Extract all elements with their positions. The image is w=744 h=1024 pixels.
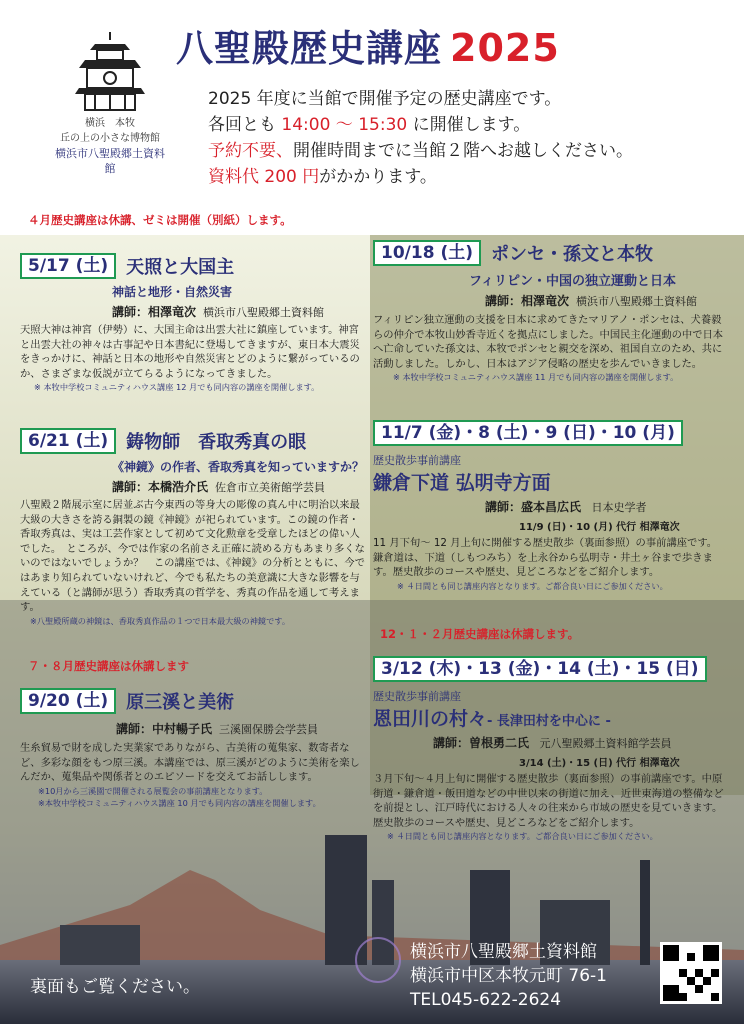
intro-line-2b: に開催します。 bbox=[412, 115, 531, 135]
notice-dec: 12・１・２月歴史講座は休講します。 bbox=[380, 627, 580, 641]
lecturer bbox=[112, 303, 365, 320]
lecture-date: 5/17 (土) bbox=[20, 253, 116, 279]
lecture-body: 天照大神は神宮（伊勢）に、大国主命は出雲大社に鎮座しています。神宮と出雲大社の神々は古事記や日本書紀に登場してきますが、東日本大震災をきっかけに、神話と日本の地形や自然災害とどのように繋がっているのか、さまざまな仮説が立てらるようになってきました。 bbox=[20, 324, 360, 380]
lecturer bbox=[116, 720, 365, 737]
lecture-title: 鎌倉下道 弘明寺方面 bbox=[373, 472, 551, 494]
lecture-note-2: ※本牧中学校コミュニティハウス講座 10 月でも同内容の講座を開催します。 bbox=[38, 797, 321, 808]
lecture-date: 6/21 (土) bbox=[20, 428, 116, 454]
footer-tel[interactable]: TEL045-622-2624 bbox=[410, 990, 562, 1010]
lecturer-name: 講師：相澤竜次 bbox=[485, 294, 570, 308]
lecture-title: 原三溪と美術 bbox=[126, 692, 235, 713]
lecture-note: ※ ４日間とも同じ講座内容となります。ご都合良い日にご参加ください。 bbox=[397, 580, 668, 591]
lecturer bbox=[485, 292, 725, 309]
page-title bbox=[176, 18, 560, 72]
lecturer bbox=[485, 498, 725, 515]
title-text: 八聖殿歴史講座 bbox=[176, 27, 442, 70]
sub-lecturer: 11/9 (日)・10 (月) 代行 相澤竜次 bbox=[519, 522, 680, 533]
title-year: 2025 bbox=[450, 26, 560, 70]
lecturer-affil: 三溪園保勝会学芸員 bbox=[219, 723, 319, 736]
museum-name: 横浜市八聖殿郷土資料館 bbox=[55, 147, 165, 175]
lecture-body: フィリピン独立運動の支援を日本に求めてきたマリアノ・ポンセは、犬養毅らの仲介で本牧山妙香寺近くを拠点にしました。中国民主化運動の中で日本へ亡命していた孫文は、本牧でポンセと親交を深め、祖国自立のため、共に活動しました。しかし、日本はアジア侵略の歴史を歩んでいきました。 bbox=[373, 314, 724, 370]
lecture-card-1107 bbox=[373, 420, 725, 592]
lecture-body: 生糸貿易で財を成した実業家でありながら、古美術の蒐集家、数寄者など、多彩な顔をもつ原三溪。本講座では、原三溪がどのように美術を楽しんだか、蒐集品や関係者とのエピソードを交えてお話しします。 bbox=[20, 742, 360, 784]
lecture-body: 八聖殿２階展示室に居並ぶ古今東西の等身大の彫像の真ん中に明治以来最大級の大きさを誇る銅製の鏡《神鏡》が祀られています。この鏡の作者・香取秀真は、実は工芸作家として初めて文化勲章を受章したほどの偉い人でした。 ところが、今では作家の名前さえ正確に読める方もあまり多くないのではないでしょうか？ この講座では、《神鏡》の分析とともに、今ではあまり知られていないけれど、今でも私たちの美意識に大きな影響を与えている（と講師が思う）香取秀真の哲学を、秀真の作品を通して考えます。 bbox=[20, 499, 365, 614]
qr-code[interactable] bbox=[660, 942, 722, 1004]
lecture-card-1018 bbox=[373, 240, 725, 383]
lecture-date: 10/18 (土) bbox=[373, 240, 481, 266]
lecture-note: ※ 本牧中学校コミュニティハウス講座 12 月でも同内容の講座を開催します。 bbox=[34, 382, 320, 393]
lecture-subtitle: 《神鏡》の作者、香取秀真を知っていますか？ bbox=[112, 460, 365, 474]
lecture-date: 9/20 (土) bbox=[20, 688, 116, 714]
lecture-card-0920 bbox=[20, 688, 365, 809]
lecturer-name: 講師：本橋浩介氏 bbox=[112, 480, 209, 494]
footer-museum: 横浜市八聖殿郷土資料館 bbox=[410, 942, 597, 962]
intro-line-3 bbox=[208, 138, 633, 164]
notice-july: ７・８月歴史講座は休講します bbox=[28, 659, 189, 673]
lecturer-name: 講師：中村暢子氏 bbox=[116, 722, 213, 736]
notice-april: ４月歴史講座は休講、ゼミは開催（別紙）します。 bbox=[28, 213, 292, 227]
lecture-note: ※八聖殿所蔵の神鏡は、香取秀真作品の１つで日本最大級の神鏡です。 bbox=[30, 615, 291, 626]
lecturer-affil: 横浜市八聖殿郷土資料館 bbox=[576, 295, 698, 308]
lecture-subtitle: フィリピン・中国の独立運動と日本 bbox=[469, 274, 676, 289]
intro-line-1: 2025 年度に当館で開催予定の歴史講座です。 bbox=[208, 89, 562, 109]
qr-pattern-icon bbox=[663, 945, 719, 1001]
intro-time: 14:00 ～ 15:30 bbox=[281, 115, 408, 135]
lecturer bbox=[112, 478, 365, 495]
lecturer-name: 講師：曽根勇二氏 bbox=[433, 736, 530, 750]
lecture-note: ※ 本牧中学校コミュニティハウス講座 11 月でも同内容の講座を開催します。 bbox=[393, 372, 679, 383]
lecture-date: 11/7 (金)・8 (土)・9 (日)・10 (月) bbox=[373, 420, 683, 446]
lecturer-affil: 佐倉市立美術館学芸員 bbox=[215, 481, 326, 494]
footer-address: 横浜市中区本牧元町 76-1 bbox=[410, 966, 607, 986]
intro-line-2a: 各回とも bbox=[208, 115, 276, 135]
lecture-card-0621 bbox=[20, 428, 365, 627]
lecturer-affil: 元八聖殿郷土資料館学芸員 bbox=[539, 737, 672, 750]
lecture-title: ポンセ・孫文と本牧 bbox=[490, 244, 653, 265]
lecture-body: ３月下旬～４月上旬に開催する歴史散歩（裏面参照）の事前講座です。中原街道・鎌倉道・飯田道などの中世以来の街道に加え、近世東海道の整備などを前提とし、江戸時代における人々の往来から市域の歴史を見ていきます。歴史散歩のコースや歴史、見どころなどをご紹介します。 bbox=[373, 773, 724, 829]
lecture-title: 恩田川の村々 bbox=[373, 708, 488, 730]
lecture-body: 11 月下旬～ 12 月上旬に開催する歴史散歩（裏面参照）の事前講座です。鎌倉道は、下道（しもつみち）を上永谷から弘明寺・井土ヶ谷まで歩きます。歴史散歩のコースや歴史、見どころなどをご紹介します。 bbox=[373, 537, 718, 579]
tagline-city: 横浜 本牧 bbox=[85, 118, 135, 129]
lecture-subtitle: 神話と地形・自然災害 bbox=[112, 285, 233, 299]
back-page-note: 裏面もご覧ください。 bbox=[30, 977, 200, 997]
intro-line-3b: 開催時間までに当館２階へお越しください。 bbox=[293, 141, 633, 161]
pagoda-icon bbox=[75, 30, 145, 112]
lecture-tag: 歴史散歩事前講座 bbox=[373, 690, 461, 703]
lecturer-affil: 横浜市八聖殿郷土資料館 bbox=[203, 306, 325, 319]
intro-line-2 bbox=[208, 112, 633, 138]
intro-line-4b: がかかります。 bbox=[319, 167, 437, 187]
lecture-note: ※ ４日間とも同じ講座内容となります。ご都合良い日にご参加ください。 bbox=[387, 831, 658, 842]
lecture-note: ※10月から三溪園で開催される展覧会の事前講座となります。 bbox=[38, 785, 268, 796]
lecturer bbox=[433, 734, 725, 751]
lecture-title-sub: - 長津田村を中心に - bbox=[487, 714, 611, 729]
intro-fee: 資料代 200 円 bbox=[208, 167, 320, 187]
lecture-title: 天照と大国主 bbox=[126, 257, 235, 278]
contact-block bbox=[410, 940, 607, 1012]
tagline-museum: 丘の上の小さな博物館 bbox=[60, 133, 160, 144]
lecture-card-0517 bbox=[20, 253, 365, 393]
lecture-title-row bbox=[373, 704, 725, 731]
lecture-date: 3/12 (木)・13 (金)・14 (土)・15 (日) bbox=[373, 656, 707, 682]
lecture-title: 鋳物師 香取秀真の眼 bbox=[126, 432, 307, 453]
lecture-card-0312 bbox=[373, 656, 725, 842]
intro-line-4 bbox=[208, 164, 633, 190]
sub-lecturer: 3/14 (土)・15 (日) 代行 相澤竜次 bbox=[519, 758, 680, 769]
lecturer-affil: 日本史学者 bbox=[591, 501, 647, 514]
lecturer-name: 講師：盛本昌広氏 bbox=[485, 500, 582, 514]
museum-logo bbox=[55, 30, 165, 176]
intro-text bbox=[208, 86, 633, 190]
lecturer-name: 講師：相澤竜次 bbox=[112, 305, 197, 319]
lecture-tag: 歴史散歩事前講座 bbox=[373, 454, 461, 467]
intro-line-3a: 予約不要、 bbox=[208, 141, 293, 161]
